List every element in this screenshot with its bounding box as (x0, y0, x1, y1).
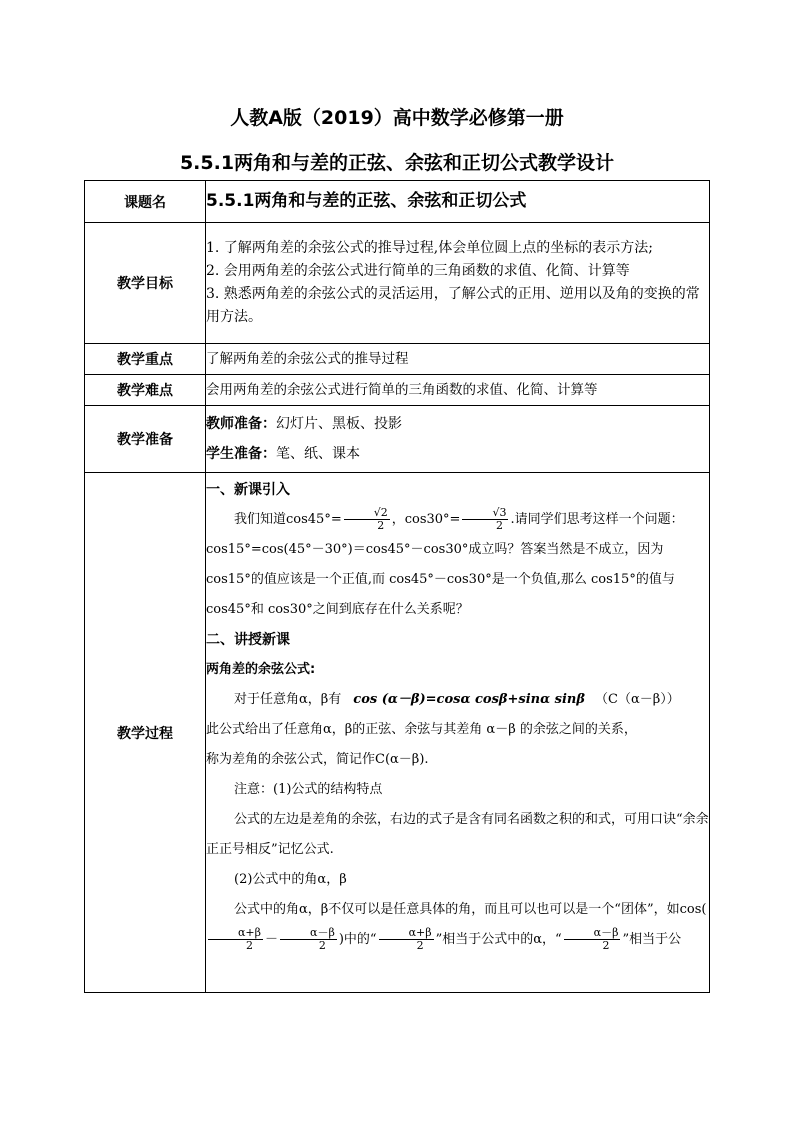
student-prep-value: 笔、纸、课本 (276, 446, 360, 462)
fraction: $\frac{\alpha+\beta}{2}$ (208, 927, 263, 952)
fraction: $\frac{\alpha-\beta}{2}$ (564, 927, 621, 952)
section-heading: 一、新课引入 (206, 482, 290, 498)
teacher-prep-value: 幻灯片、黑板、投影 (276, 416, 402, 432)
paragraph: 我们知道cos45°= $\frac{√2}{2}$ ，cos30°= $\frac{√3}{2}$ .请同学们思考这样一个问题：cos15°=cos(45°－30°)＝cos45°－cos30°成立吗？答案当然是不成立，因为 cos15°的值应该是一个正值,而 cos45°－cos30°是一个负值,那么 cos15°的值与 cos45°和 cos30°之间到底存在什么关系呢？ (206, 506, 684, 617)
lesson-plan-table (84, 180, 710, 993)
teacher-prep-label: 教师准备： (206, 416, 276, 432)
fraction: $\frac{\alpha+\beta}{2}$ (379, 927, 434, 952)
table-row (85, 181, 710, 223)
objective-item: 3. 熟悉两角差的余弦公式的灵活运用，了解公式的正用、逆用以及角的变换的常用方法。 (206, 286, 700, 325)
row-label-key-point: 教学重点 (85, 344, 206, 375)
paragraph: 对于任意角α，β有 cos (α－β)=cosα cosβ+sinα sinβ （C（α－β）） (234, 692, 680, 707)
objective-item: 2. 会用两角差的余弦公式进行简单的三角函数的求值、化简、计算等 (206, 263, 630, 279)
key-point-value: 了解两角差的余弦公式的推导过程 (206, 344, 710, 375)
paragraph: 公式中的角α，β不仅可以是任意具体的角，而且可以也可以是一个“团体”，如cos( $\frac{\alpha+\beta}{2}$ － $\frac{\alpha-\beta}{2}$ )中的“ $\frac{\alpha+\beta}{2}$ ”相当于公式中的α，“ $\frac{\alpha-\beta}{2}$ ”相当于公 (206, 895, 709, 955)
section-heading: 二、讲授新课 (206, 632, 290, 648)
table-row (85, 344, 710, 375)
table-row (85, 473, 710, 993)
document-title: 人教A版（2019）高中数学必修第一册 (230, 107, 564, 129)
table-row (85, 223, 710, 344)
student-prep-label: 学生准备： (206, 446, 276, 462)
row-label-difficulty: 教学难点 (85, 375, 206, 406)
table-row (85, 375, 710, 406)
row-label-topic: 课题名 (85, 181, 206, 223)
preparation-value (206, 406, 710, 473)
row-label-process: 教学过程 (85, 473, 206, 993)
objectives-value (206, 223, 710, 344)
subheading: 两角差的余弦公式: (206, 662, 316, 677)
paragraph: 此公式给出了任意角α，β的正弦、余弦与其差角 α－β 的余弦之间的关系， (206, 722, 637, 737)
row-label-objectives: 教学目标 (85, 223, 206, 344)
formula: cos (α－β)=cosα cosβ+sinα sinβ (353, 692, 586, 707)
topic-value: 5.5.1两角和与差的正弦、余弦和正切公式 (206, 181, 710, 223)
paragraph: 注意：(1)公式的结构特点 (234, 782, 383, 797)
process-value (206, 473, 710, 993)
table-row (85, 406, 710, 473)
paragraph: (2)公式中的角α，β (234, 872, 347, 887)
document-subtitle: 5.5.1两角和与差的正弦、余弦和正切公式教学设计 (179, 152, 615, 174)
fraction: $\frac{\alpha-\beta}{2}$ (280, 927, 337, 952)
fraction: $\frac{√2}{2}$ (344, 507, 390, 532)
paragraph: 称为差角的余弦公式，简记作C(α－β). (206, 752, 429, 767)
objective-item: 1. 了解两角差的余弦公式的推导过程,体会单位圆上点的坐标的表示方法; (206, 240, 653, 256)
fraction: $\frac{√3}{2}$ (462, 507, 508, 532)
row-label-preparation: 教学准备 (85, 406, 206, 473)
difficulty-value: 会用两角差的余弦公式进行简单的三角函数的求值、化简、计算等 (206, 375, 710, 406)
paragraph: 公式的左边是差角的余弦，右边的式子是含有同名函数之积的和式，可用口诀“余余正正号相反”记忆公式. (206, 812, 709, 857)
